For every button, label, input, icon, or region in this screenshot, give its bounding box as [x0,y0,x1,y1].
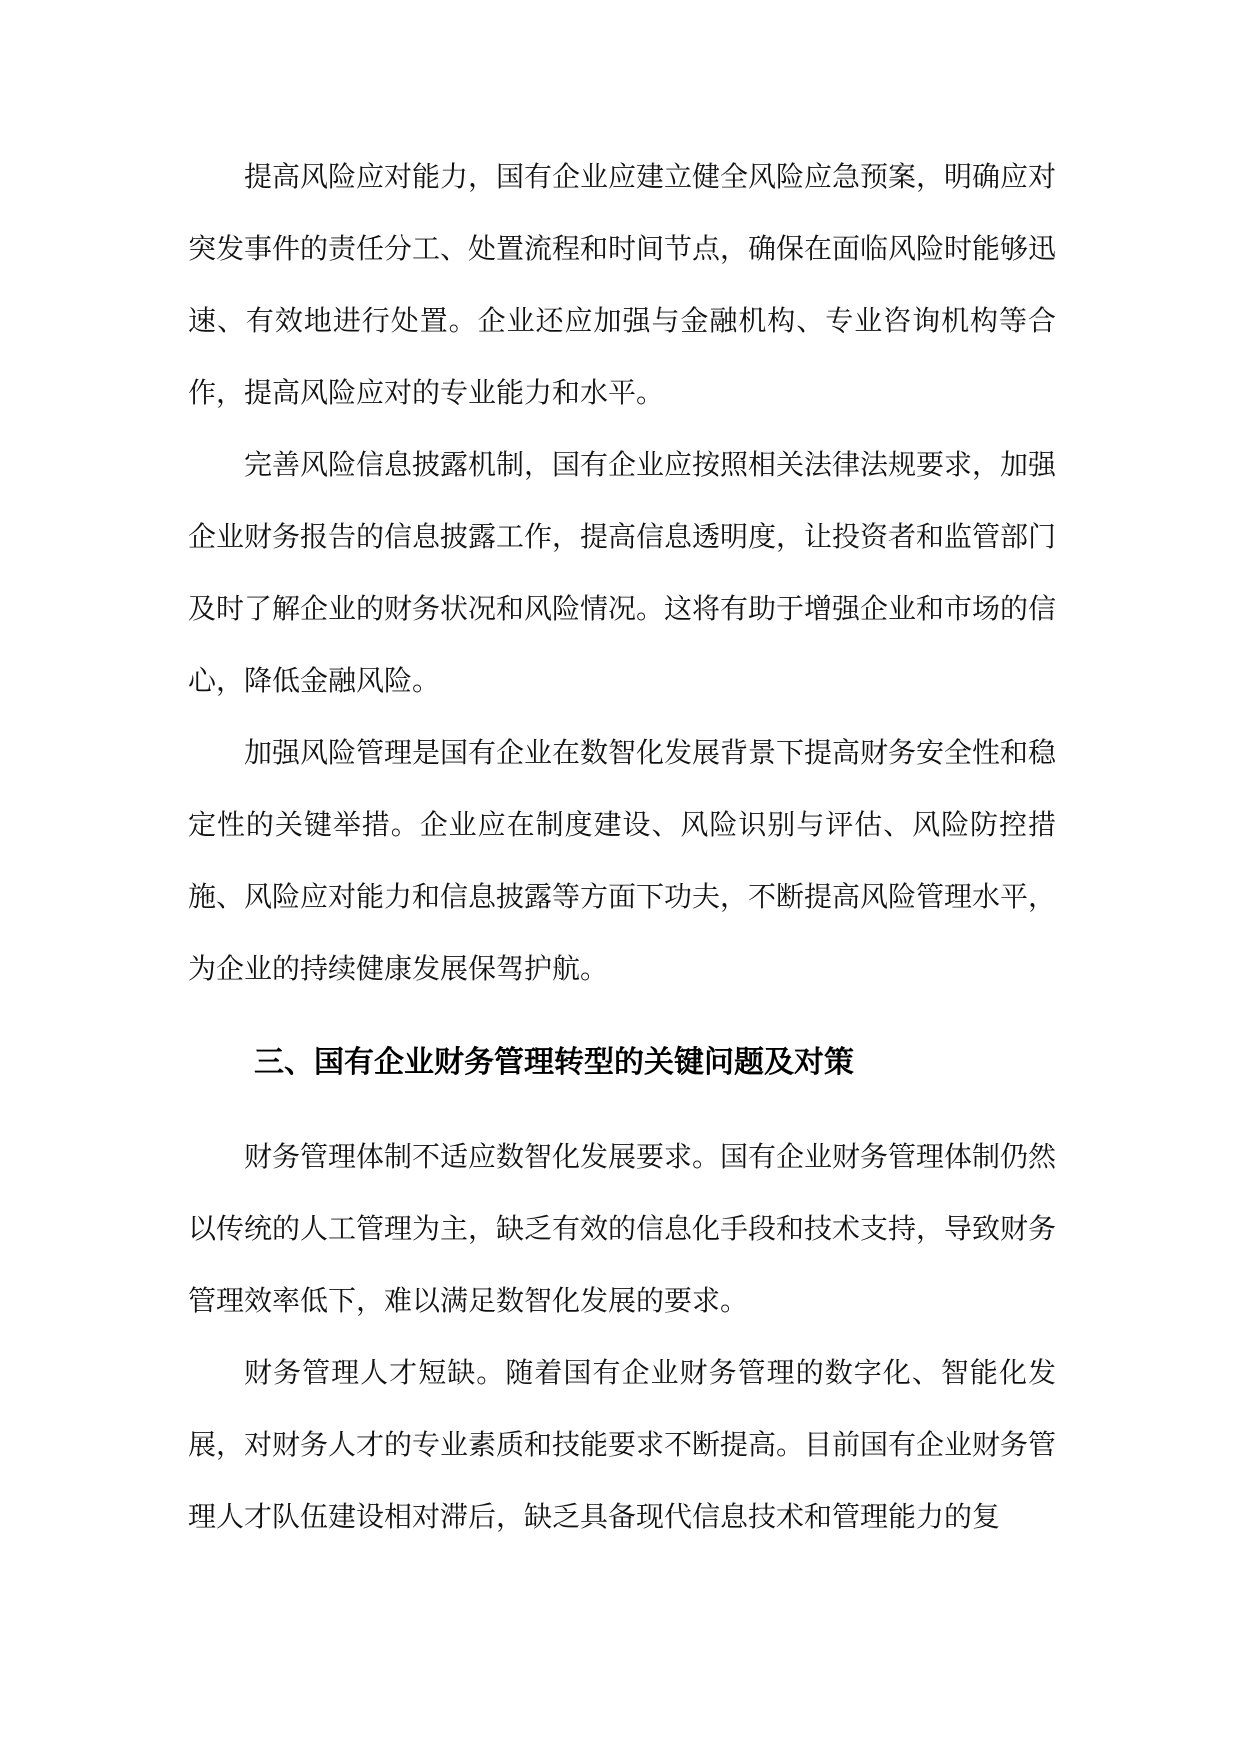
paragraph-talent-shortage: 财务管理人才短缺。随着国有企业财务管理的数字化、智能化发展，对财务人才的专业素质和技能要求不断提高。目前国有企业财务管理人才队伍建设相对滞后，缺乏具备现代信息技术和管理能力的复 [188,1356,1057,1533]
document-body [188,141,1056,1553]
section-heading: 三、国有企业财务管理转型的关键问题及对策 [254,1045,854,1080]
paragraph-risk-management-summary: 加强风险管理是国有企业在数智化发展背景下提高财务安全性和稳定性的关键举措。企业应在制度建设、风险识别与评估、风险防控措施、风险应对能力和信息披露等方面下功夫，不断提高风险管理水平，为企业的持续健康发展保驾护航。 [188,736,1057,985]
paragraph-risk-response: 提高风险应对能力，国有企业应建立健全风险应急预案，明确应对突发事件的责任分工、处置流程和时间节点，确保在面临风险时能够迅速、有效地进行处置。企业还应加强与金融机构、专业咨询机构等合作，提高风险应对的专业能力和水平。 [188,160,1057,409]
paragraph-risk-disclosure: 完善风险信息披露机制，国有企业应按照相关法律法规要求，加强企业财务报告的信息披露工作，提高信息透明度，让投资者和监管部门及时了解企业的财务状况和风险情况。这将有助于增强企业和市场的信心，降低金融风险。 [188,448,1057,697]
paragraph-management-system: 财务管理体制不适应数智化发展要求。国有企业财务管理体制仍然以传统的人工管理为主，缺乏有效的信息化手段和技术支持，导致财务管理效率低下，难以满足数智化发展的要求。 [188,1140,1057,1317]
